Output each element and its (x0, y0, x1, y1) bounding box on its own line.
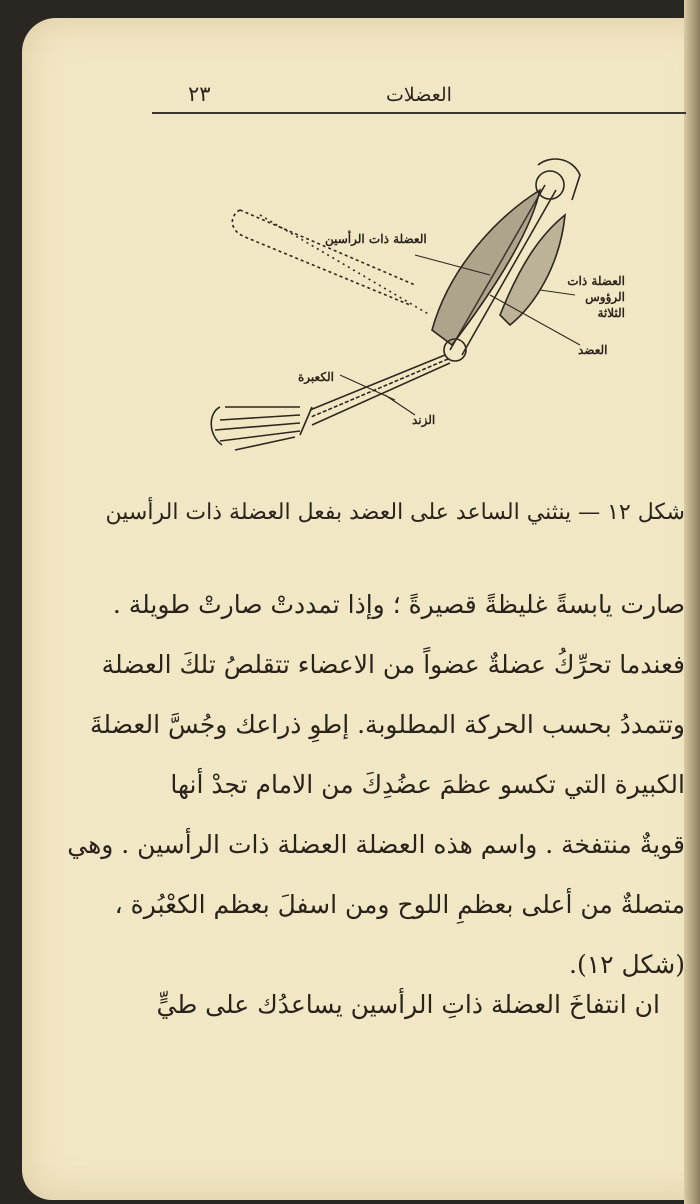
label-biceps: العضلة ذات الرأسين (325, 232, 427, 246)
text-line: (شكل ١٢). (569, 950, 685, 979)
label-ulna: الكعبرة (298, 370, 334, 384)
figure-caption: شكل ١٢ — ينثني الساعد على العضد بفعل العضلة ذات الرأسين (105, 500, 685, 525)
chapter-title: العضلات (386, 84, 452, 106)
running-header (152, 78, 686, 114)
body-text (67, 575, 685, 995)
text-line: الكبيرة التي تكسو عظمَ عضُدِكَ من الامام تجدْ أنها (170, 770, 685, 799)
arm-illustration (200, 145, 625, 475)
label-humerus: العضد (578, 343, 608, 357)
label-triceps: العضلة ذات الرؤوس الثلاثة (567, 274, 625, 320)
text-line: وتتمددُ بحسب الحركة المطلوبة. إطوِ ذراعك وجُسَّ العضلةَ (90, 710, 685, 739)
label-radius: الزند (412, 413, 436, 427)
page-edge (684, 0, 700, 1204)
text-line: صارت يابسةً غليظةً قصيرةً ؛ وإذا تمددتْ صارتْ طويلة . (112, 590, 685, 619)
text-line: متصلةٌ من أعلى بعظمِ اللوح ومن اسفلَ بعظم الكعْبُرة ، (114, 890, 685, 919)
page-number: ٢٣ (188, 82, 211, 106)
text-line: قويةٌ منتفخة . واسم هذه العضلة العضلة ذات الرأسين . وهي (67, 830, 685, 859)
paragraph-start: ان انتفاخَ العضلة ذاتِ الرأسين يساعدُك على طيٍّ (156, 990, 660, 1019)
text-line: فعندما تحرِّكُ عضلةٌ عضواً من الاعضاء تتقلصُ تلكَ العضلة (101, 650, 685, 679)
arm-drawing (200, 145, 620, 475)
extended-forearm-outline (232, 210, 410, 305)
